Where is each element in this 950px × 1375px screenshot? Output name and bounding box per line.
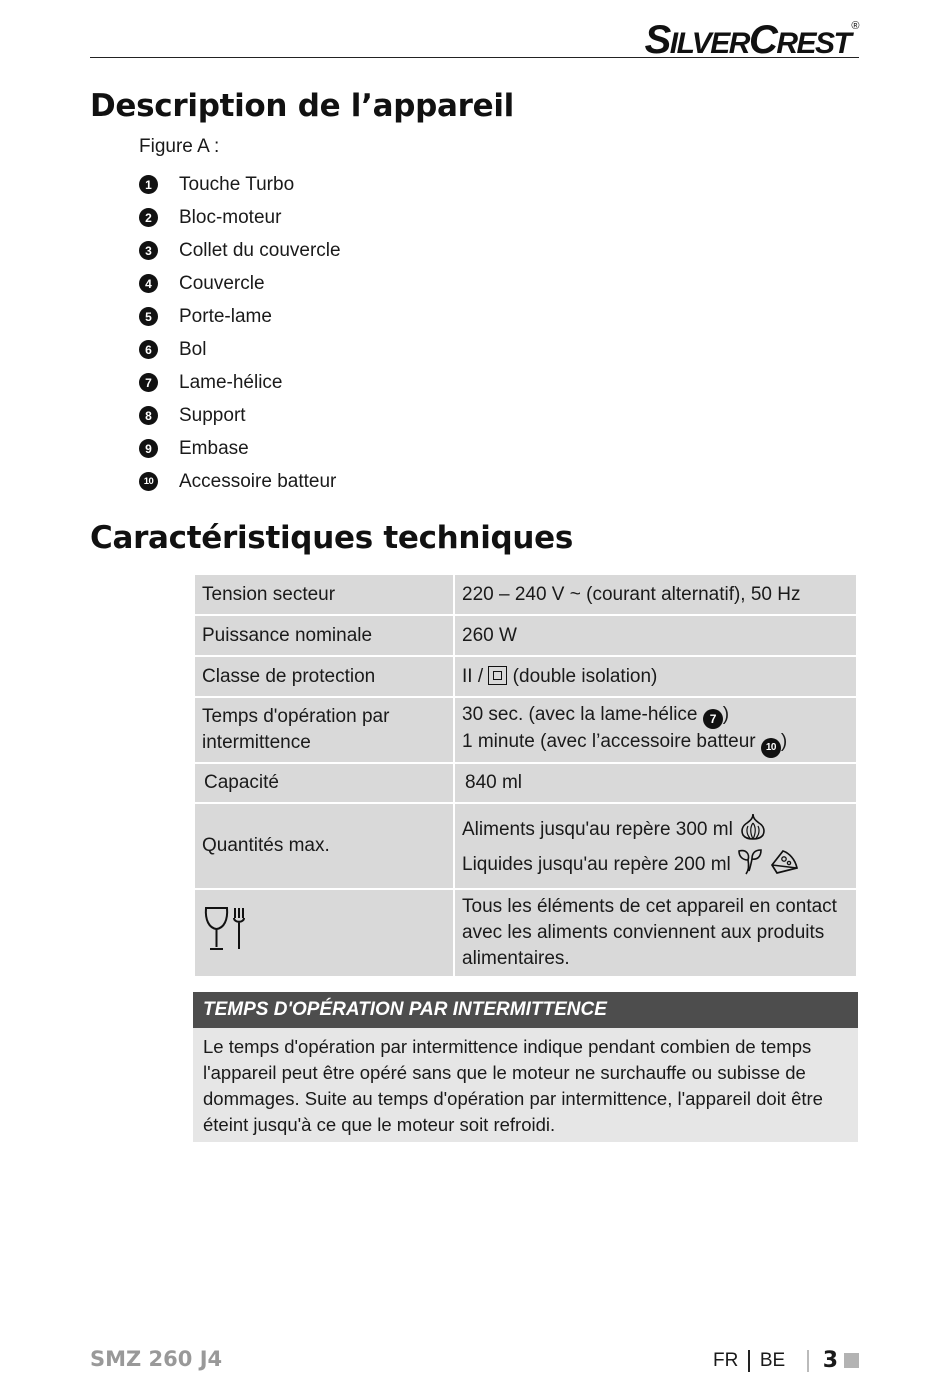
table-row <box>195 890 856 976</box>
list-item <box>139 399 341 432</box>
list-item <box>139 465 341 498</box>
double-insulation-icon <box>488 666 507 685</box>
part-number-badge: 10 <box>761 738 781 758</box>
spec-value: II / (double isolation) <box>455 657 856 696</box>
figure-label: Figure A : <box>139 136 220 157</box>
part-number-badge: 10 <box>139 472 158 491</box>
part-number-badge: 1 <box>139 175 158 194</box>
spec-value: Aliments jusqu'au repère 300 ml Liquides jusqu'au repère 200 ml <box>455 804 856 888</box>
spec-label: Quantités max. <box>195 804 453 888</box>
part-label: Bloc-moteur <box>179 206 282 228</box>
footer-lang: FR <box>713 1349 739 1371</box>
part-number-badge: 8 <box>139 406 158 425</box>
footer-lang: BE <box>759 1349 786 1371</box>
spec-label: Classe de protection <box>195 657 453 696</box>
part-number-badge: 4 <box>139 274 158 293</box>
list-item <box>139 300 341 333</box>
notice-box <box>193 992 858 1142</box>
footer-separator <box>748 1350 750 1372</box>
footer-nav <box>713 1348 859 1373</box>
specs-title: Caractéristiques techniques <box>90 520 574 556</box>
cheese-icon <box>769 846 799 876</box>
spec-label: Puissance nominale <box>195 616 453 655</box>
part-label: Support <box>179 404 246 426</box>
list-item <box>139 333 341 366</box>
list-item <box>139 366 341 399</box>
spec-value: 260 W <box>455 616 856 655</box>
part-number-badge: 6 <box>139 340 158 359</box>
part-number-badge: 9 <box>139 439 158 458</box>
part-label: Embase <box>179 437 249 459</box>
page-number: 3 <box>822 1348 838 1373</box>
spec-label: Capacité <box>195 764 453 802</box>
part-label: Collet du couvercle <box>179 239 341 261</box>
footer-separator <box>807 1350 809 1372</box>
table-row <box>195 575 856 614</box>
list-item <box>139 432 341 465</box>
part-label: Lame-hélice <box>179 371 283 393</box>
part-label: Porte-lame <box>179 305 272 327</box>
list-item <box>139 234 341 267</box>
spec-value: 220 – 240 V ~ (courant alternatif), 50 Hz <box>455 575 856 614</box>
description-title: Description de l’appareil <box>90 88 514 124</box>
notice-body: Le temps d'opération par intermittence indique pendant combien de temps l'appareil peut être opéré sans que le moteur ne surchauffe ou subisse de dommages. Suite au temps d'opération par intermittence, l'appareil doit être éteint jusqu'à ce que le moteur soit refroidi. <box>193 1028 858 1142</box>
parts-list <box>139 168 341 498</box>
spec-value: Tous les éléments de cet appareil en contact avec les aliments conviennent aux produits alimentaires. <box>455 890 856 976</box>
part-label: Accessoire batteur <box>179 470 337 492</box>
spec-label: Tension secteur <box>195 575 453 614</box>
part-label: Touche Turbo <box>179 173 295 195</box>
part-label: Bol <box>179 338 207 360</box>
list-item <box>139 168 341 201</box>
table-row <box>195 616 856 655</box>
list-item <box>139 201 341 234</box>
notice-title: TEMPS D'OPÉRATION PAR INTERMITTENCE <box>193 992 858 1028</box>
part-number-badge: 7 <box>703 709 723 729</box>
specs-table <box>193 573 858 978</box>
spec-label: Temps d'opération par intermittence <box>195 698 453 762</box>
part-number-badge: 5 <box>139 307 158 326</box>
herb-leaves-icon <box>736 846 764 876</box>
table-row <box>195 657 856 696</box>
spec-value: 30 sec. (avec la lame-hélice 7 ) 1 minute (avec l’accessoire batteur 10 ) <box>455 698 856 762</box>
glass-fork-icon <box>202 904 248 954</box>
part-number-badge: 7 <box>139 373 158 392</box>
part-label: Couvercle <box>179 272 265 294</box>
table-row <box>195 804 856 888</box>
table-row <box>195 698 856 762</box>
table-row <box>195 764 856 802</box>
garlic-icon <box>738 811 768 841</box>
footer-model: SMZ 260 J4 <box>90 1347 223 1371</box>
page-marker-square <box>844 1353 859 1368</box>
spec-label <box>195 890 453 976</box>
brand-logo: SILVERCREST® <box>644 18 858 62</box>
part-number-badge: 3 <box>139 241 158 260</box>
part-number-badge: 2 <box>139 208 158 227</box>
header-divider <box>90 57 859 58</box>
spec-value: 840 ml <box>455 764 856 802</box>
list-item <box>139 267 341 300</box>
